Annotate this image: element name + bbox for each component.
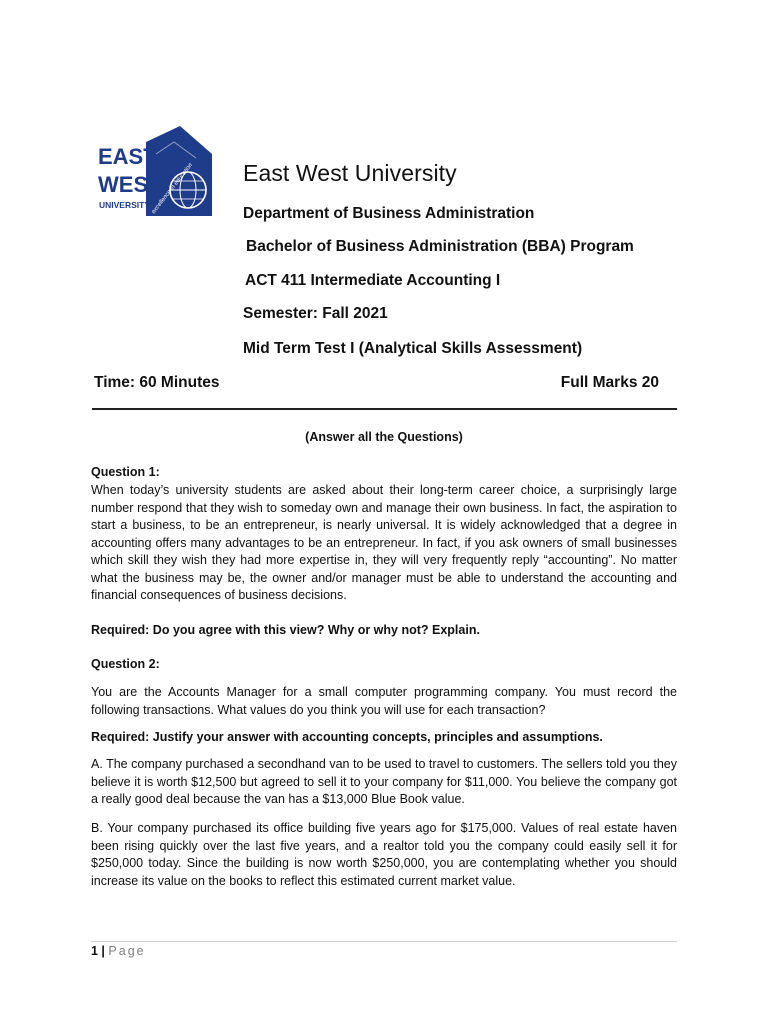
question-1-required: Required: Do you agree with this view? Why or why not? Explain.: [91, 623, 480, 637]
program: Bachelor of Business Administration (BBA) Program: [246, 238, 634, 255]
logo-line-1: EAST: [98, 144, 157, 169]
page-number: 1: [91, 944, 98, 958]
university-name: East West University: [243, 160, 457, 186]
logo-motto: excellence in education: [150, 162, 194, 216]
exam-title: Mid Term Test I (Analytical Skills Assessment): [243, 340, 583, 357]
page-label: Page: [108, 944, 146, 958]
question-2-part-a: A. The company purchased a secondhand van to be used to travel to customers. The sellers told you they believe it is worth $12,500 but agreed to sell it to your company for $11,000. You believe the company got a really good deal because the van has a $13,000 Blue Book value.: [91, 757, 677, 806]
department: Department of Business Administration: [243, 205, 535, 222]
logo-line-3: UNIVERSITY: [99, 200, 151, 210]
question-2-part-b: B. Your company purchased its office building five years ago for $175,000. Values of real estate haven been rising quickly over the last five years, and a realtor told you the company could easily sell it for $250,000 today. Since the building is now worth $250,000, you are contemplating whether you should increase its value on the books to reflect this estimated current market value.: [91, 821, 677, 888]
question-2-text: You are the Accounts Manager for a small computer programming company. You must record the following transactions. What values do you think you will use for each transaction?: [91, 685, 677, 717]
logo-line-2: WEST: [98, 172, 162, 197]
header-divider: [92, 408, 677, 410]
footer-divider: [91, 941, 677, 942]
course-title: ACT 411 Intermediate Accounting I: [245, 272, 501, 289]
semester: Semester: Fall 2021: [243, 305, 388, 322]
time-limit: Time: 60 Minutes: [94, 374, 220, 391]
question-1-heading: Question 1:: [91, 465, 160, 479]
footer-separator: |: [97, 944, 109, 958]
university-logo: [96, 124, 236, 224]
question-1-text: When today’s university students are asked about their long-term career choice, a surprisingly large number respond that they wish to someday own and manage their own business. In fact, the aspiration to start a business, to be an entrepreneur, is nearly universal. It is widely acknowledged that a degree in accounting offers many advantages to be an entrepreneur. In fact, if you ask owners of small businesses which skill they wish they had more expertise in, they will very frequently reply “accounting”. No matter what the business may be, the owner and/or manager must be able to understand the accounting and financial consequences of business decisions.: [91, 483, 677, 602]
full-marks: Full Marks 20: [560, 374, 659, 391]
question-2-required: Required: Justify your answer with accounting concepts, principles and assumptions.: [91, 730, 603, 744]
page-footer: [91, 944, 146, 958]
question-2-heading: Question 2:: [91, 657, 160, 671]
instructions: (Answer all the Questions): [305, 430, 463, 444]
